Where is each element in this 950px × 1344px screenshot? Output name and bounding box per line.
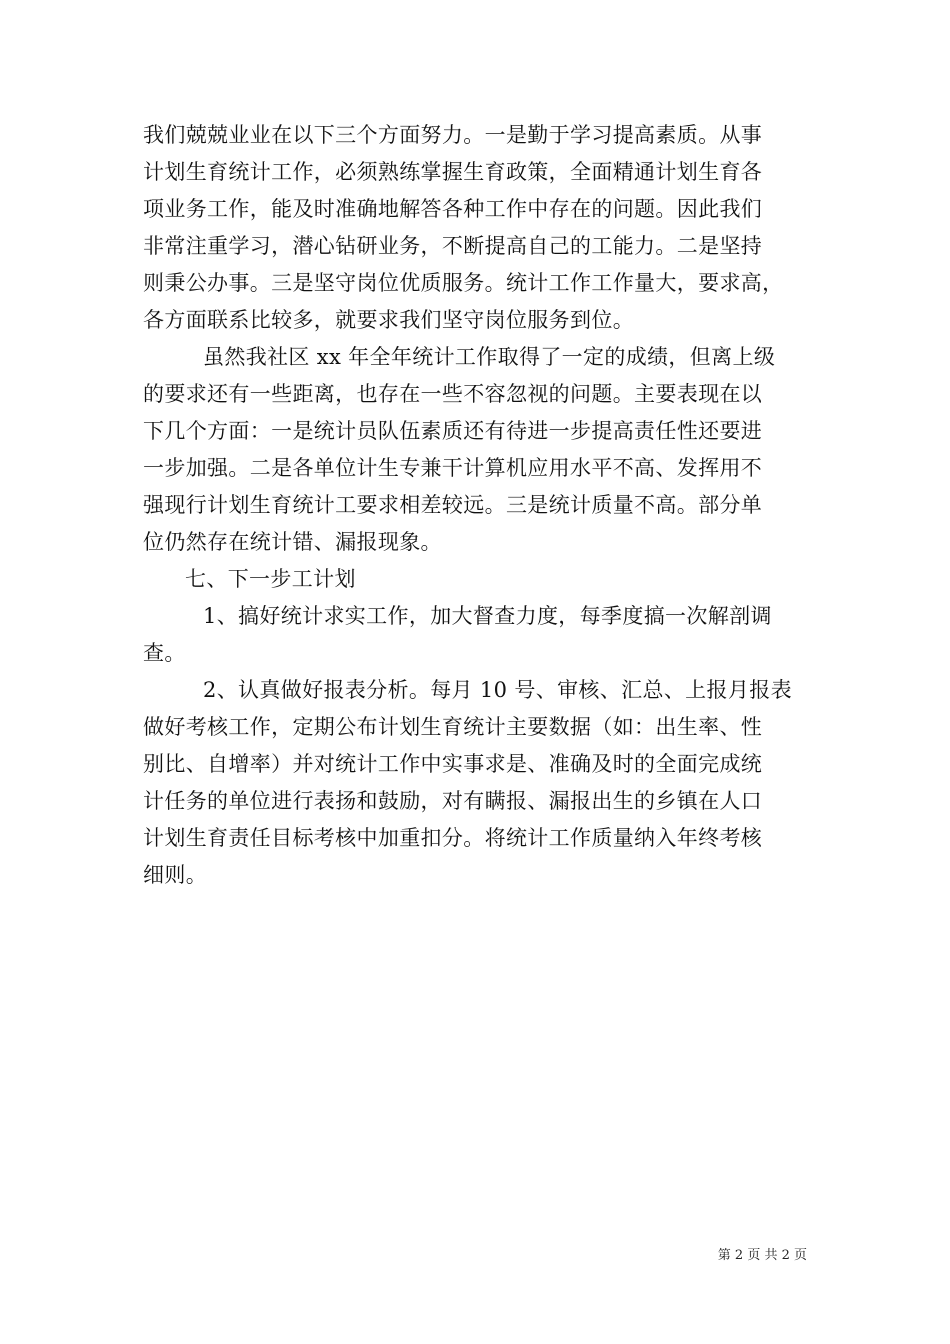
- text-line: 细则。: [143, 863, 208, 887]
- text-line: 下几个方面：一是统计员队伍素质还有待进一步提高责任性还要进: [143, 419, 763, 443]
- text-line: 别比、自增率）并对统计工作中实事求是、准确及时的全面完成统: [143, 752, 763, 776]
- text-line: 的要求还有一些距离，也存在一些不容忽视的问题。主要表现在以: [143, 382, 763, 406]
- list-item-line: 1、搞好统计求实工作，加大督查力度，每季度搞一次解剖调: [203, 604, 772, 628]
- text-line: 做好考核工作，定期公布计划生育统计主要数据（如：出生率、性: [143, 715, 763, 739]
- text-line: 项业务工作，能及时准确地解答各种工作中存在的问题。因此我们: [143, 197, 763, 221]
- text-line: 计划生育统计工作，必须熟练掌握生育政策，全面精通计划生育各: [143, 160, 763, 184]
- page-number-footer: 第 2 页 共 2 页: [717, 1248, 807, 1263]
- list-item-line: 2、认真做好报表分析。每月 10 号、审核、汇总、上报月报表: [203, 678, 792, 702]
- text-line: 位仍然存在统计错、漏报现象。: [143, 530, 442, 554]
- section-heading: 七、下一步工计划: [185, 567, 356, 591]
- text-line: 我们兢兢业业在以下三个方面努力。一是勤于学习提高素质。从事: [143, 123, 763, 147]
- text-line: 非常注重学习，潜心钻研业务，不断提高自己的工能力。二是坚持: [143, 234, 763, 258]
- text-line: 强现行计划生育统计工要求相差较远。三是统计质量不高。部分单: [143, 493, 763, 517]
- text-line: 计任务的单位进行表扬和鼓励，对有瞒报、漏报出生的乡镇在人口: [143, 789, 763, 813]
- text-line: 一步加强。二是各单位计生专兼干计算机应用水平不高、发挥用不: [143, 456, 763, 480]
- text-line: 各方面联系比较多，就要求我们坚守岗位服务到位。: [143, 308, 635, 332]
- paragraph-start-line: 虽然我社区 xx 年全年统计工作取得了一定的成绩，但离上级: [203, 345, 776, 369]
- text-line: 计划生育责任目标考核中加重扣分。将统计工作质量纳入年终考核: [143, 826, 763, 850]
- text-line: 查。: [143, 641, 186, 665]
- document-body: [143, 117, 823, 894]
- text-line: 则秉公办事。三是坚守岗位优质服务。统计工作工作量大，要求高，: [143, 271, 784, 295]
